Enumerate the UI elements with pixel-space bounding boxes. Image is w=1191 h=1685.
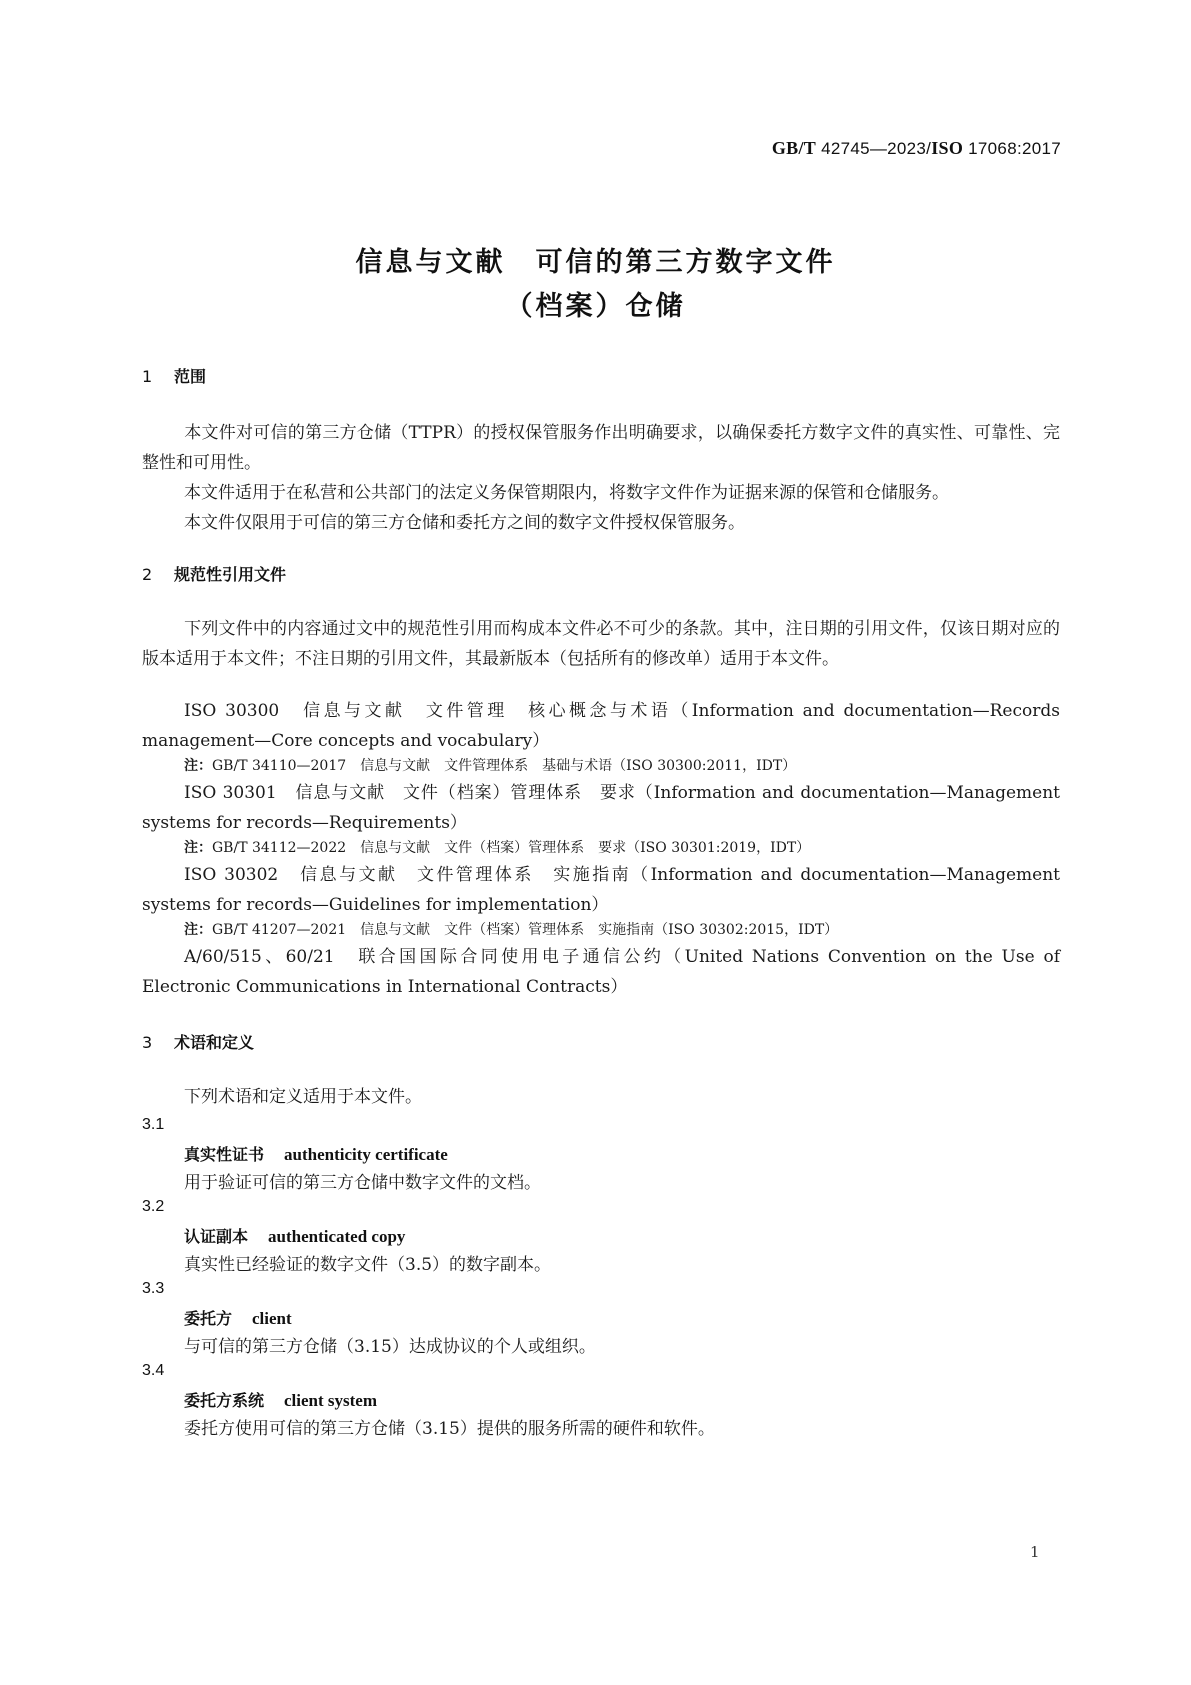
term-title: 委托方 client xyxy=(184,1309,292,1328)
section-number: 3 xyxy=(142,1033,153,1052)
scope-paragraph-3: 本文件仅限用于可信的第三方仓储和委托方之间的数字文件授权保管服务。 xyxy=(184,513,745,533)
term-definition: 委托方使用可信的第三方仓储（3.15）提供的服务所需的硬件和软件。 xyxy=(184,1419,715,1439)
scope-paragraph-2: 本文件适用于在私营和公共部门的法定义务保管期限内，将数字文件作为证据来源的保管和仓储服务。 xyxy=(184,483,949,503)
term-number: 3.2 xyxy=(142,1198,165,1215)
term-definition: 与可信的第三方仓储（3.15）达成协议的个人或组织。 xyxy=(184,1337,596,1357)
terms-intro: 下列术语和定义适用于本文件。 xyxy=(184,1087,422,1107)
term-number: 3.3 xyxy=(142,1280,165,1297)
reference-note-3: 注：GB/T 41207—2021 信息与文献 文件（档案）管理体系 实施指南（ISO 30302:2015，IDT） xyxy=(184,922,839,938)
section-title: 范围 xyxy=(174,367,207,386)
normative-references-intro: 下列文件中的内容通过文中的规范性引用而构成本文件必不可少的条款。其中，注日期的引用文件，仅该日期对应的版本适用于本文件；不注日期的引用文件，其最新版本（包括所有的修改单）适用于本文件。 xyxy=(142,619,1060,669)
section-number: 1 xyxy=(142,367,153,386)
document-title-line-2: （档案）仓储 xyxy=(505,291,686,322)
section-2-heading xyxy=(142,562,286,585)
reference-iso-30300: ISO 30300 信息与文献 文件管理 核心概念与术语（Information and documentation—Records management—Core concepts and vocabulary） xyxy=(142,701,1060,751)
reference-note-1: 注：GB/T 34110—2017 信息与文献 文件管理体系 基础与术语（ISO 30300:2011，IDT） xyxy=(184,758,797,774)
section-title: 规范性引用文件 xyxy=(174,565,287,584)
standard-prefix-gb: GB/T xyxy=(771,138,817,158)
term-title: 委托方系统 client system xyxy=(184,1391,378,1410)
term-number: 3.1 xyxy=(142,1116,165,1133)
term-title: 认证副本 authenticated copy xyxy=(184,1227,406,1246)
reference-iso-30302: ISO 30302 信息与文献 文件管理体系 实施指南（Information and documentation—Management systems for records—Guidelines for implementation） xyxy=(142,865,1060,915)
section-1-heading xyxy=(142,364,206,387)
standard-number-iso: 17068:2017 xyxy=(968,139,1061,158)
section-number: 2 xyxy=(142,565,153,584)
section-title: 术语和定义 xyxy=(174,1033,255,1052)
standard-code xyxy=(772,138,1061,159)
standard-prefix-iso: ISO xyxy=(931,138,964,158)
scope-paragraph-1: 本文件对可信的第三方仓储（TTPR）的授权保管服务作出明确要求，以确保委托方数字文件的真实性、可靠性、完整性和可用性。 xyxy=(142,423,1060,473)
document-title-line-1: 信息与文献 可信的第三方数字文件 xyxy=(355,247,836,278)
reference-un-convention: A/60/515、60/21 联合国国际合同使用电子通信公约（United Nations Convention on the Use of Electronic Communications in International Contracts） xyxy=(142,947,1060,997)
term-title: 真实性证书 authenticity certificate xyxy=(184,1145,448,1164)
section-3-heading xyxy=(142,1030,254,1053)
reference-note-2: 注：GB/T 34112—2022 信息与文献 文件（档案）管理体系 要求（ISO 30301:2019，IDT） xyxy=(184,840,811,856)
reference-iso-30301: ISO 30301 信息与文献 文件（档案）管理体系 要求（Information and documentation—Management systems for records—Requirements） xyxy=(142,783,1060,833)
term-number: 3.4 xyxy=(142,1362,165,1379)
term-definition: 用于验证可信的第三方仓储中数字文件的文档。 xyxy=(184,1173,541,1193)
standard-number-gb: 42745—2023/ xyxy=(821,139,932,158)
page-number: 1 xyxy=(1030,1543,1040,1561)
term-definition: 真实性已经验证的数字文件（3.5）的数字副本。 xyxy=(184,1255,552,1275)
